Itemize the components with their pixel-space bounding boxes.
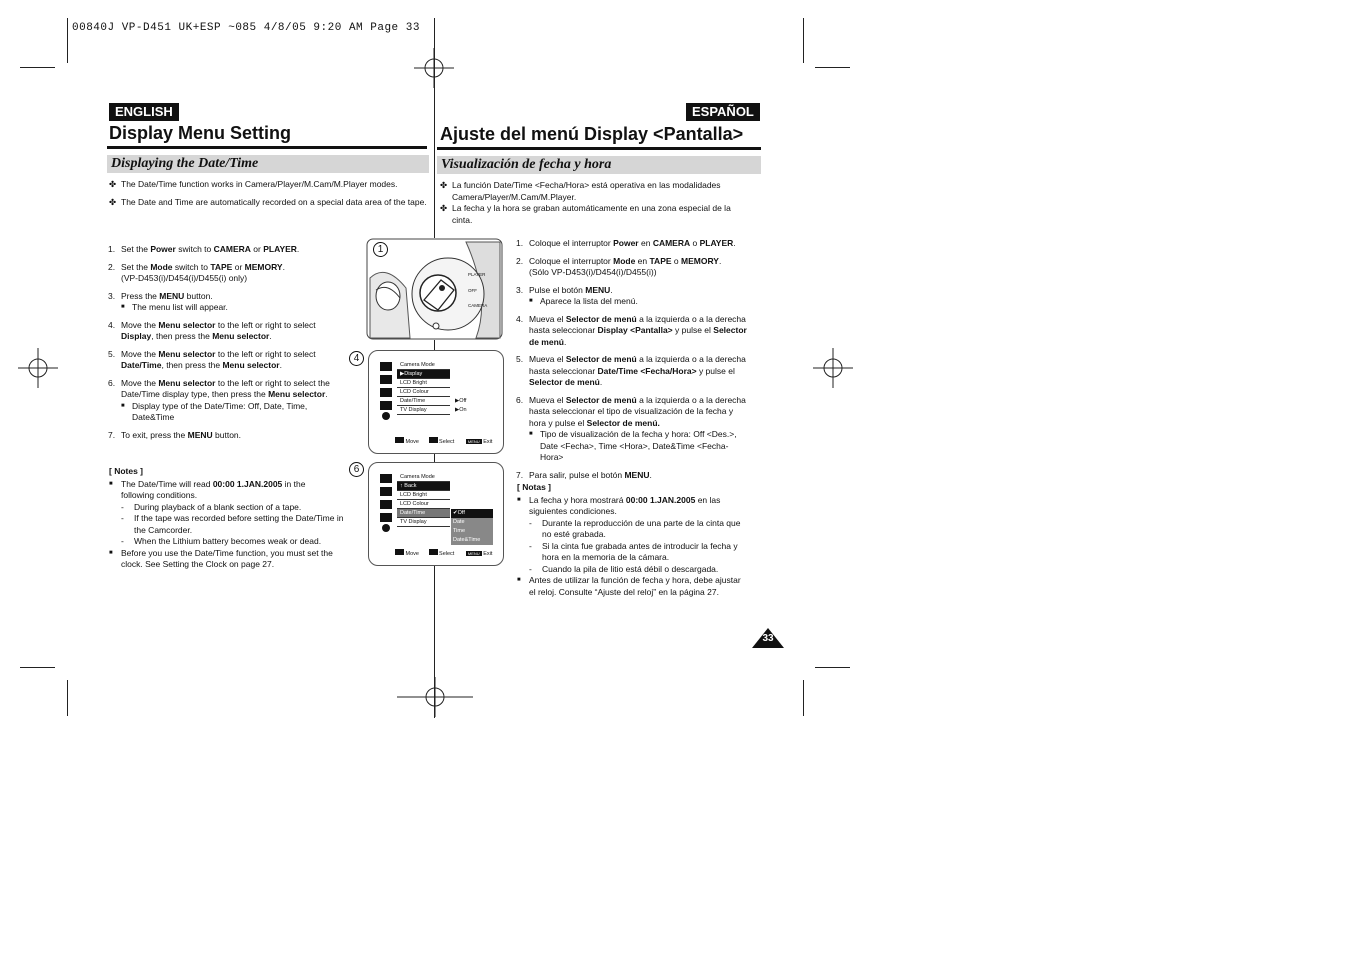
dial-label-camera: CAMERA [468,303,488,308]
cross-bullet-icon: ✤ [109,179,117,189]
note-subitem: - Si la cinta fue grabada antes de introducir la fecha y hora en la memoria de la cámara. [517,541,762,564]
notes-heading: [ Notes ] [109,466,143,476]
registration-mark-top [414,48,454,88]
step-item: 3. Press the MENU button. ■ The menu list will appear. [108,291,358,314]
english-page-title: Display Menu Setting [109,123,292,143]
spanish-page-title: Ajuste del menú Display <Pantalla> [440,124,744,144]
step-item: 7. To exit, press the MENU button. [108,429,242,440]
spanish-intro-2: ✤ La fecha y la hora se graban automáticamente en una zona especial de la cinta. [440,203,731,225]
crop-mark [803,680,804,716]
menu-option: ✔Off [451,509,493,518]
move-icon [395,549,404,555]
figure-number: 1 [373,242,388,257]
note-subitem: - If the tape was recorded before setting the Date/Time in the Camcorder. [109,513,364,536]
step-subnote: ■ Tipo de visualización de la fecha y hora: Off <Des.>, Date <Fecha>, Time <Hora>, Date&Time <Fecha- Hora> [529,429,766,464]
note-item: ■ La fecha y hora mostrará 00:00 1.JAN.2005 en las siguientes condiciones. [517,495,762,518]
note-subitem: - Durante la reproducción de una parte de la cinta que no esté grabada. [517,518,762,541]
crop-mark [20,67,55,68]
notes-heading: [ Notas ] [517,482,551,492]
note-subitem: - When the Lithium battery becomes weak or dead. [109,536,364,548]
menu-footer: Move Select MENU Exit [395,549,492,557]
menu-item: Camera Mode [397,473,450,482]
menu-item: LCD Bright [397,379,450,388]
step-item: 1. Coloque el interruptor Power en CAMERA o PLAYER. [516,238,736,248]
title-rule [107,146,427,149]
step-subnote: ■ Display type of the Date/Time: Off, Date, Time, Date&Time [121,401,358,424]
step-subnote: ■ Aparece la lista del menú. [529,296,766,308]
menu-option: ▶On [455,407,467,413]
select-icon [429,437,438,443]
english-intro-2: ✤ The Date and Time are automatically recorded on a special data area of the tape. [109,197,427,207]
step-item: 4. Move the Menu selector to the left or right to select Display, then press the Menu selector. [108,319,316,341]
registration-mark-bottom [397,677,473,717]
figure-number: 6 [349,462,364,477]
menu-item: ▶Display [397,370,450,379]
english-intro-1: ✤ The Date/Time function works in Camera/Player/M.Cam/M.Player modes. [109,179,398,189]
figure-6-menu-datetime [368,462,504,566]
menu-option: Time [451,527,493,536]
crop-mark [815,67,850,68]
title-rule [437,147,761,150]
spanish-intro-1: ✤ La función Date/Time <Fecha/Hora> está operativa en las modalidades Camera/Player/M.Cam/M.Player. [440,180,721,202]
menu-item: LCD Bright [397,491,450,500]
spanish-steps [516,238,766,487]
menu-item: Date/Time [397,397,450,406]
menu-option: ▶Off [455,398,467,404]
menu-category-icons [379,473,393,533]
menu-item: Camera Mode [397,361,450,370]
cross-bullet-icon: ✤ [109,197,117,207]
menu-item: ↑ Back [397,482,450,491]
step-item: 3. Pulse el botón MENU. ■ Aparece la lista del menú. [516,285,766,308]
cross-bullet-icon: ✤ [440,180,448,190]
english-subtitle: Displaying the Date/Time [111,156,259,171]
step-subnote: ■ The menu list will appear. [121,302,358,314]
note-subitem: - During playback of a blank section of a tape. [109,502,364,514]
menu-key-icon: MENU [467,439,480,444]
spanish-subtitle-bar [437,156,761,174]
step-item: 1. Set the Power switch to CAMERA or PLAYER. [108,244,300,254]
registration-mark-left [18,348,58,388]
english-badge: ENGLISH [109,103,179,121]
figure-4-menu-display [368,350,504,454]
crop-mark [67,18,68,63]
step-item: 6. Mueva el Selector de menú a la izquierda o a la derecha hasta seleccionar el tipo de visualización de la fecha y hora y pulse el Selector de menú. ■ Tipo de visualización de la fecha y hora: Off <Des.>, Date <Fecha>, Time <Hora>, Date&Time <Fecha- Hora> [516,395,766,464]
dial-label-off: OFF [468,288,477,293]
step-item: 5. Move the Menu selector to the left or right to select Date/Time, then press the Menu selector. [108,348,316,370]
spanish-notes [517,482,762,598]
note-item: ■ Antes de utilizar la función de fecha y hora, debe ajustar el reloj. Consulte “Ajuste del reloj” en la página 27. [517,575,762,598]
step-item: 6. Move the Menu selector to the left or right to select the Date/Time display type, then press the Menu selector. ■ Display type of the Date/Time: Off, Date, Time, Date&Time [108,378,358,424]
menu-item: Date/Time [397,509,450,518]
step-item: 2. Set the Mode switch to TAPE or MEMORY. (VP-D453(i)/D454(i)/D455(i) only) [108,261,285,283]
page-number: 33 [762,633,774,644]
note-item: ■ The Date/Time will read 00:00 1.JAN.2005 in the following conditions. [109,479,364,502]
crop-mark [67,680,68,716]
menu-item: TV Display [397,518,450,527]
english-steps [108,244,358,447]
menu-item: TV Display [397,406,450,415]
select-icon [429,549,438,555]
crop-mark [815,667,850,668]
step-item: 5. Mueva el Selector de menú a la izquierda o a la derecha hasta seleccionar Date/Time <Fecha/Hora> y pulse el Selector de menú. [516,354,746,387]
english-notes [109,466,364,571]
english-subtitle-bar [107,155,429,173]
print-header: 00840J VP-D451 UK+ESP ~085 4/8/05 9:20 AM Page 33 [72,22,420,34]
registration-mark-right [813,348,853,388]
step-item: 2. Coloque el interruptor Mode en TAPE o MEMORY. (Sólo VP-D453(i)/D454(i)/D455(i)) [516,255,722,277]
cross-bullet-icon: ✤ [440,203,448,213]
step-item: 4. Mueva el Selector de menú a la izquierda o a la derecha hasta seleccionar Display <Pantalla> y pulse el Selector de menú. [516,313,747,347]
menu-item: LCD Colour [397,500,450,509]
spanish-subtitle: Visualización de fecha y hora [441,157,612,172]
crop-mark [20,667,55,668]
dial-label-player: PLAYER [468,272,486,277]
menu-footer: Move Select MENU Exit [395,437,492,445]
figure-number: 4 [349,351,364,366]
spanish-badge: ESPAÑOL [686,103,760,121]
menu-item: LCD Colour [397,388,450,397]
note-subitem: - Cuando la pila de litio está débil o descargada. [517,564,762,576]
crop-mark [803,18,804,63]
step-item: 7. Para salir, pulse el botón MENU. [516,469,652,480]
menu-option: Date&Time [451,536,493,545]
note-item: ■ Before you use the Date/Time function, you must set the clock. See Setting the Clock on page 27. [109,548,364,571]
menu-option: Date [451,518,493,527]
move-icon [395,437,404,443]
menu-key-icon: MENU [467,551,480,556]
menu-category-icons [379,361,393,421]
